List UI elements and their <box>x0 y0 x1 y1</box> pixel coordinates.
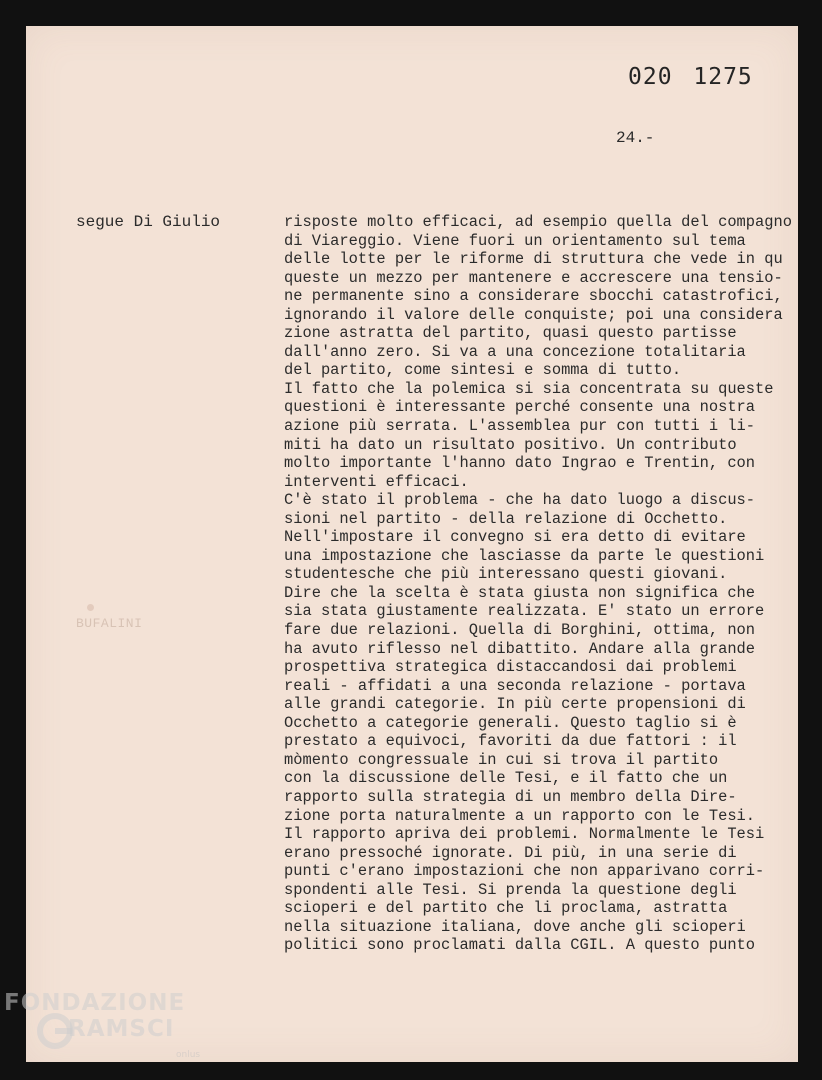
text-line: miti ha dato un risultato positivo. Un contributo <box>284 435 737 454</box>
faint-mark <box>87 604 94 611</box>
text-line: punti c'erano impostazioni che non apparivano corri- <box>284 862 765 881</box>
text-line: Il rapporto apriva dei problemi. Normalmente le Tesi <box>284 825 765 844</box>
text-line: delle lotte per le riforme di struttura che vede in qu <box>284 250 783 269</box>
text-line: prospettiva strategica distaccandosi dai problemi <box>284 658 737 677</box>
text-line: C'è stato il problema - che ha dato luogo a discus- <box>284 491 756 510</box>
text-line: di Viareggio. Viene fuori un orientamento sul tema <box>284 231 746 250</box>
watermark-small: onlus <box>176 1050 201 1060</box>
text-line: con la discussione delle Tesi, e il fatto che un <box>284 769 728 788</box>
text-line: sioni nel partito - della relazione di Occhetto. <box>284 509 728 528</box>
speaker-label: segue Di Giulio <box>76 213 221 231</box>
text-line: Occhetto a categorie generali. Questo taglio si è <box>284 713 737 732</box>
text-line: questioni è interessante perché consente una nostra <box>284 398 756 417</box>
text-line: risposte molto efficaci, ad esempio quella del compagno <box>284 213 792 231</box>
text-line: molto importante l'hanno dato Ingrao e Trentin, con <box>284 454 756 473</box>
text-line: studentesche che più interessano questi giovani. <box>284 565 728 584</box>
text-line: rapporto sulla strategia di un membro della Dire- <box>284 787 737 806</box>
watermark <box>0 988 240 1080</box>
text-line: erano pressoché ignorate. Di più, in una serie di <box>284 843 737 862</box>
text-line: mòmento congressuale in cui si trova il partito <box>284 750 719 769</box>
text-line: Il fatto che la polemica si sia concentrata su queste <box>284 379 774 398</box>
watermark-line2: RAMSCI <box>68 1016 175 1042</box>
text-line: fare due relazioni. Quella di Borghini, ottima, non <box>284 621 756 640</box>
text-line: alle grandi categorie. In più certe propensioni di <box>284 695 746 714</box>
page-number: 24.- <box>616 129 655 147</box>
text-line: reali - affidati a una seconda relazione - portava <box>284 676 746 695</box>
text-line: zione astratta del partito, quasi questo partisse <box>284 324 737 343</box>
text-line: interventi efficaci. <box>284 472 469 491</box>
text-line: zione porta naturalmente a un rapporto con le Tesi. <box>284 806 756 825</box>
text-line: nella situazione italiana, dove anche gli scioperi <box>284 917 746 936</box>
text-line: dall'anno zero. Si va a una concezione totalitaria <box>284 342 746 361</box>
text-line: Nell'impostare il convegno si era detto di evitare <box>284 528 746 547</box>
text-line: prestato a equivoci, favoriti da due fattori : il <box>284 732 737 751</box>
text-line: politici sono proclamati dalla CGIL. A questo punto <box>284 936 756 955</box>
text-line: ignorando il valore delle conquiste; poi una considera <box>284 305 783 324</box>
text-line: spondenti alle Tesi. Si prenda la questione degli <box>284 880 737 899</box>
faint-speaker-label: BUFALINI <box>76 616 143 631</box>
body-text <box>284 213 794 955</box>
text-line: Dire che la scelta è stata giusta non significa che <box>284 583 756 602</box>
watermark-line1: FONDAZIONE <box>4 990 186 1016</box>
text-line: scioperi e del partito che li proclama, astratta <box>284 899 728 918</box>
text-line: una impostazione che lasciasse da parte le questioni <box>284 546 765 565</box>
text-line: del partito, come sintesi e somma di tutto. <box>284 361 682 380</box>
text-line: sia stata giustamente realizzata. E' stato un errore <box>284 602 765 621</box>
text-line: ne permanente sino a considerare sbocchi catastrofici, <box>284 287 783 306</box>
text-line: azione più serrata. L'assemblea pur con tutti i li- <box>284 417 756 436</box>
archive-number: 020 1275 <box>628 64 753 90</box>
text-line: queste un mezzo per mantenere e accrescere una tensio- <box>284 268 783 287</box>
text-line: ha avuto riflesso nel dibattito. Andare alla grande <box>284 639 756 658</box>
